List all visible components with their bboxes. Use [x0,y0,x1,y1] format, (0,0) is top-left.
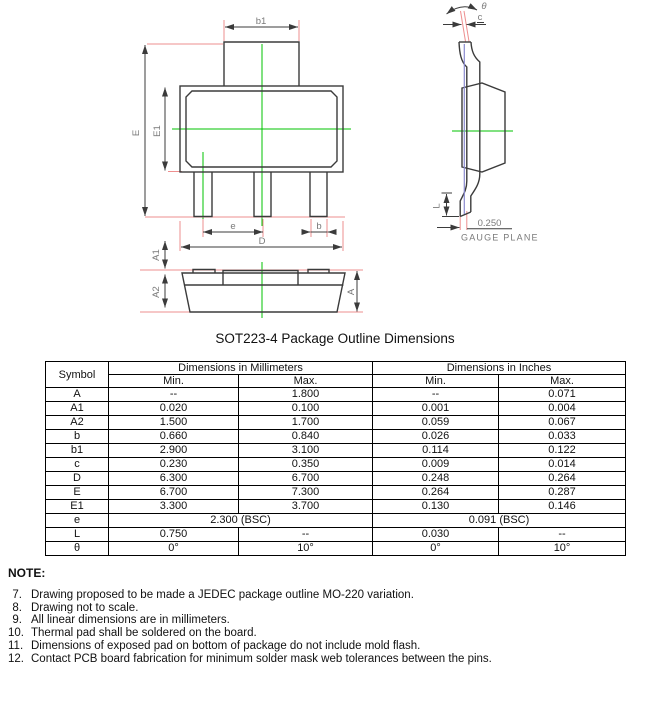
table-cell: E [46,486,109,500]
dim-label-L: L [431,203,443,209]
table-row [46,388,626,402]
dim-label-c: c [477,12,483,23]
table-cell: 0.004 [499,402,626,416]
table-cell: A1 [46,402,109,416]
header-mm: Dimensions in Millimeters [109,362,373,375]
front-view-drawing [140,241,363,318]
table-cell: 0.248 [373,472,499,486]
table-cell: 3.300 [109,500,239,514]
table-cell: -- [373,388,499,402]
dim-label-theta: θ [481,1,487,12]
table-cell: b1 [46,444,109,458]
gauge-plane-label: GAUGE PLANE [461,232,539,243]
package-body-outline [462,83,505,172]
table-cell: D [46,472,109,486]
note-item [8,589,663,602]
table-cell: 0.067 [499,416,626,430]
table-cell: 3.100 [239,444,373,458]
dimension-lines [165,241,357,312]
dim-label-b1: b1 [255,16,267,27]
note-text: Contact PCB board fabrication for minimum solder mask web tolerances between the pins. [31,652,492,665]
note-number: 9. [12,614,22,627]
table-row [46,486,626,500]
table-cell: 0.026 [373,430,499,444]
table-cell: 10° [239,542,373,556]
extension-lines [140,270,363,312]
table-cell: 2.900 [109,444,239,458]
dimensions-table [45,361,626,556]
table-cell: 0.009 [373,458,499,472]
header-symbol: Symbol [46,362,109,388]
table-cell: 3.700 [239,500,373,514]
table-cell: 1.700 [239,416,373,430]
dim-label-A2: A2 [151,286,162,298]
table-row [46,514,626,528]
note-number: 10. [8,627,24,640]
table-row [46,416,626,430]
note-number: 11. [8,639,24,652]
table-row [46,430,626,444]
header-mm-min: Min. [109,375,239,388]
table-cell: A2 [46,416,109,430]
table-row [46,500,626,514]
table-row [46,458,626,472]
table-cell: 7.300 [239,486,373,500]
table-cell: L [46,528,109,542]
table-cell: E1 [46,500,109,514]
note-item [8,614,663,627]
dim-label-e: e [230,221,236,232]
note-number: 7. [12,589,22,601]
table-header-row [46,362,626,375]
dim-label-E: E [131,129,142,137]
package-outline-drawing [0,0,669,330]
header-inches: Dimensions in Inches [373,362,626,375]
table-cell: 0.230 [109,458,239,472]
gauge-offset-value: 0.250 [477,218,502,229]
table-cell: -- [109,388,239,402]
table-cell: 0.122 [499,444,626,458]
table-row [46,528,626,542]
table-row [46,444,626,458]
table-cell: A [46,388,109,402]
table-cell: 0.146 [499,500,626,514]
table-subheader-row [46,375,626,388]
table-row [46,402,626,416]
table-cell: 0.020 [109,402,239,416]
package-body-outline [182,270,345,313]
notes-heading: NOTE: [8,566,46,580]
table-cell: 0.030 [373,528,499,542]
table-cell: c [46,458,109,472]
table-cell: -- [499,528,626,542]
top-view-drawing [131,16,351,251]
note-text: Thermal pad shall be soldered on the board. [31,627,257,640]
table-cell: -- [239,528,373,542]
table-cell: 0.130 [373,500,499,514]
table-row [46,472,626,486]
notes-section [8,566,663,665]
table-cell: b [46,430,109,444]
dim-label-A: A [346,288,357,296]
table-cell: 0° [373,542,499,556]
table-cell: 0.660 [109,430,239,444]
header-in-max: Max. [499,375,626,388]
note-text: Drawing not to scale. [31,601,139,614]
side-view-drawing [432,1,539,243]
note-item [8,602,663,615]
table-cell: 0.264 [373,486,499,500]
table-cell: 0.059 [373,416,499,430]
dim-label-E1: E1 [152,125,163,137]
note-text: All linear dimensions are in millimeters. [31,614,230,627]
table-cell: 1.500 [109,416,239,430]
table-cell: 0.100 [239,402,373,416]
table-cell: 0.071 [499,388,626,402]
note-text: Drawing proposed to be made a JEDEC package outline MO-220 variation. [31,589,414,601]
table-cell: 6.700 [109,486,239,500]
note-number: 12. [8,652,24,665]
table-cell: 0.033 [499,430,626,444]
dimension-lines [145,27,342,247]
dim-label-A1: A1 [151,249,162,261]
dim-label-b: b [316,221,322,232]
table-cell: 2.300 (BSC) [109,514,373,528]
note-text: Dimensions of exposed pad on bottom of package do not include mold flash. [31,639,421,652]
table-cell: 10° [499,542,626,556]
table-cell: 0.750 [109,528,239,542]
page-title: SOT223-4 Package Outline Dimensions [215,331,455,346]
header-mm-max: Max. [239,375,373,388]
table-cell: 0.014 [499,458,626,472]
table-cell: 0° [109,542,239,556]
header-in-min: Min. [373,375,499,388]
table-cell: 0.264 [499,472,626,486]
note-item [8,640,663,653]
table-cell: 0.350 [239,458,373,472]
table-row [46,542,626,556]
table-cell: 0.840 [239,430,373,444]
note-number: 8. [12,601,22,614]
dim-label-D: D [258,236,266,247]
note-item [8,653,663,666]
table-cell: 0.114 [373,444,499,458]
table-cell: θ [46,542,109,556]
table-cell: 6.300 [109,472,239,486]
table-cell: 0.001 [373,402,499,416]
dimension-lines [437,7,512,229]
table-cell: 0.287 [499,486,626,500]
table-cell: 6.700 [239,472,373,486]
table-cell: 1.800 [239,388,373,402]
table-cell: e [46,514,109,528]
table-cell: 0.091 (BSC) [373,514,626,528]
note-item [8,627,663,640]
